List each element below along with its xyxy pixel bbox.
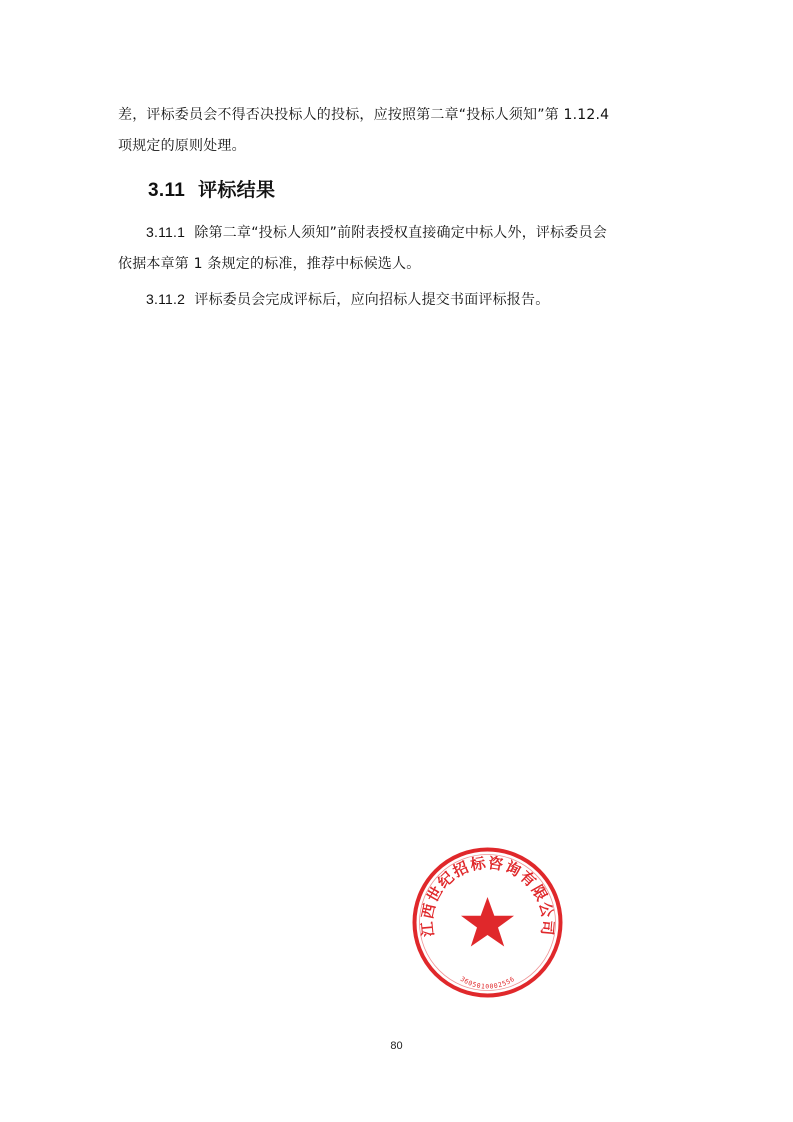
clause-text-line-2: 依据本章第 1 条规定的标准，推荐中标候选人。: [118, 256, 421, 272]
section-title: 评标结果: [198, 179, 276, 201]
clause-3-11-1: [118, 217, 678, 280]
clause-text-line-1: 评标委员会完成评标后，应向招标人提交书面评标报告。: [194, 292, 550, 308]
continuation-line-2: 项规定的原则处理。: [118, 138, 246, 154]
page-number: 80: [390, 1040, 403, 1052]
section-heading: [148, 175, 275, 202]
clause-3-11-2: [118, 284, 678, 316]
company-seal: [410, 845, 565, 1000]
seal-company-name: 江西世纪招标咨询有限公司: [418, 853, 557, 938]
clause-text-line-1: 除第二章“投标人须知”前附表授权直接确定中标人外，评标委员会: [194, 225, 607, 241]
seal-code: 3605010002556: [458, 974, 517, 991]
clause-number: 3.11.2: [146, 291, 186, 307]
continuation-line-1: 差，评标委员会不得否决投标人的投标，应按照第二章“投标人须知”第 1.12.4: [118, 107, 610, 123]
continuation-paragraph: [118, 100, 678, 162]
star-icon: [461, 897, 514, 947]
clause-number: 3.11.1: [146, 224, 186, 240]
section-number: 3.11: [148, 180, 186, 201]
